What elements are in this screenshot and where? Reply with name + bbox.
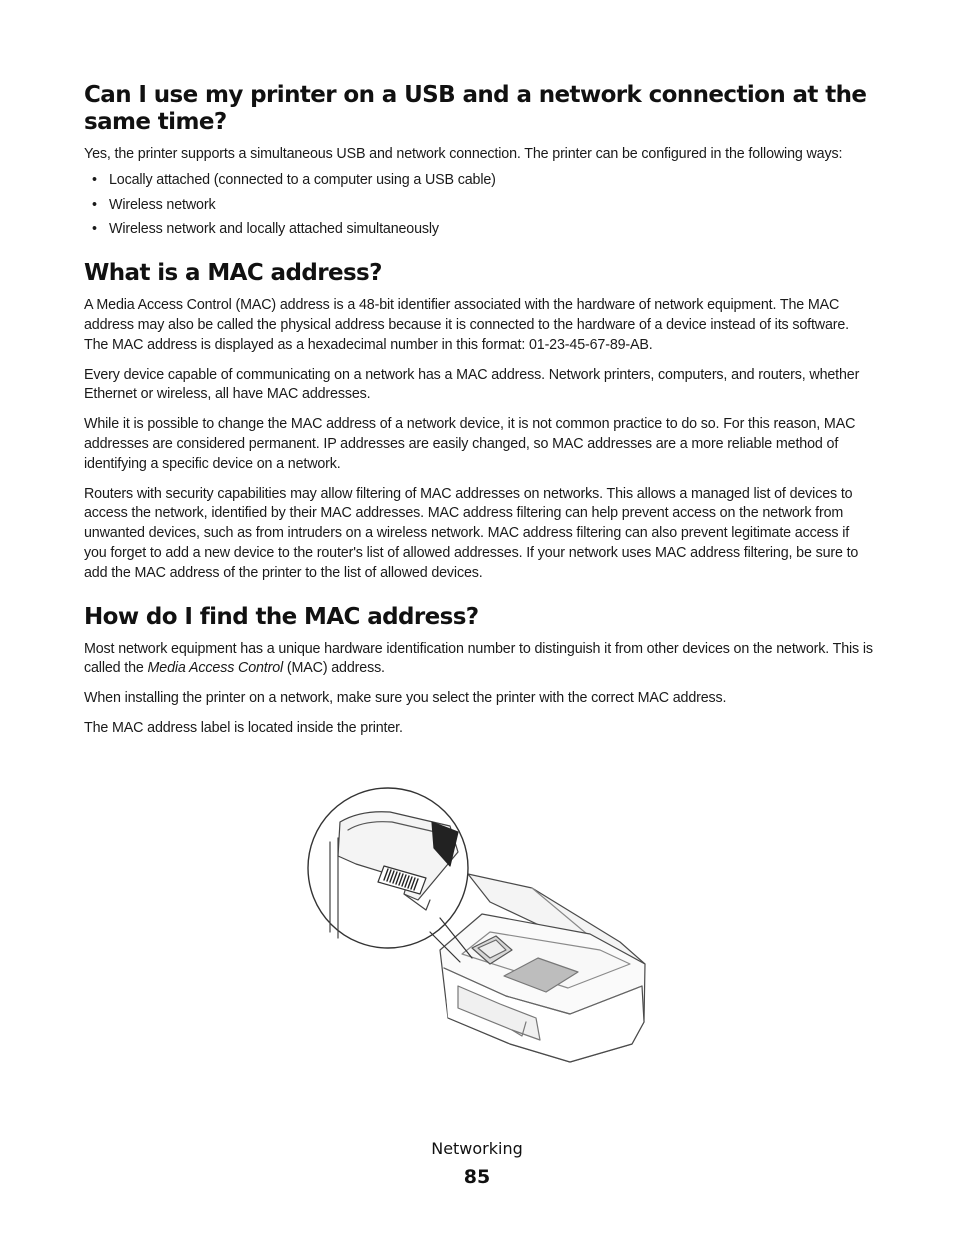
- bullet-icon: •: [92, 196, 97, 213]
- list-item: [84, 196, 874, 216]
- term-media-access-control: Media Access Control: [147, 660, 284, 677]
- configuration-list: [84, 171, 874, 240]
- paragraph-hardware-id: Most network equipment has a unique hardware identification number to distinguish it from other devices on the network. This is called the Media Access Control (MAC) address.: [84, 640, 873, 677]
- paragraph-mac-devices: Every device capable of communicating on a network has a MAC address. Network printers, computers, and routers, whether Ethernet or wireless, all have MAC addresses.: [84, 366, 860, 403]
- list-item: [84, 171, 874, 191]
- paragraph-mac-permanent: While it is possible to change the MAC address of a network device, it is not common practice to do so. For this reason, MAC addresses are considered permanent. IP addresses are easily changed, so MAC addresses are a more reliable method of identifying a specific device on a network.: [84, 416, 856, 472]
- paragraph-select-printer: When installing the printer on a network, make sure you select the printer with the correct MAC address.: [84, 690, 727, 707]
- list-item-text: Wireless network: [109, 196, 216, 213]
- list-item: [84, 220, 874, 240]
- printer-mac-label-illustration: [300, 782, 656, 1072]
- heading-find-mac: How do I find the MAC address?: [84, 603, 479, 630]
- paragraph-usb-intro: Yes, the printer supports a simultaneous USB and network connection. The printer can be configured in the following ways:: [84, 146, 843, 162]
- footer-section-name: Networking: [431, 1139, 523, 1158]
- heading-usb-network: Can I use my printer on a USB and a network connection at the same time?: [84, 82, 867, 135]
- page-number: 85: [463, 1166, 491, 1188]
- paragraph-mac-filtering: Routers with security capabilities may allow filtering of MAC addresses on networks. This allows a managed list of devices to access the network, identified by their MAC addresses. MAC address filtering can help prevent access on the network from unwanted devices, such as from intruders on a wireless network. MAC address filtering can also prevent legitimate access if you forget to add a new device to the router's list of allowed addresses. If your network uses MAC address filtering, be sure to add the MAC address of the printer to the list of allowed devices.: [84, 485, 859, 581]
- paragraph-label-location: The MAC address label is located inside the printer.: [84, 719, 403, 736]
- bullet-icon: •: [92, 221, 97, 238]
- paragraph-mac-definition: A Media Access Control (MAC) address is a 48-bit identifier associated with the hardware of network equipment. The MAC address may also be called the physical address because it is connected to the hardware of a device instead of its software. The MAC address is displayed as a hexadecimal number in this format: 01-23-45-67-89-AB.: [84, 297, 849, 353]
- list-item-text: Wireless network and locally attached simultaneously: [109, 221, 439, 238]
- heading-what-is-mac: What is a MAC address?: [84, 260, 382, 287]
- list-item-text: Locally attached (connected to a computer using a USB cable): [109, 171, 496, 188]
- bullet-icon: •: [92, 171, 97, 188]
- page-content: [84, 82, 874, 739]
